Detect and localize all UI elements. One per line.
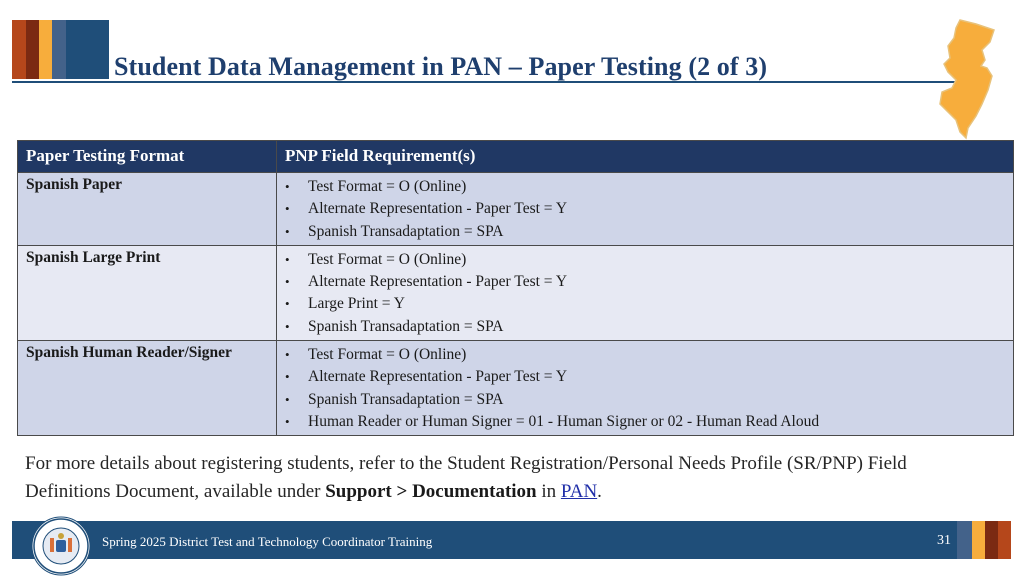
requirement-item: • Large Print = Y <box>285 293 1005 315</box>
table-row <box>18 245 1014 340</box>
requirement-item: • Alternate Representation - Paper Test = Y <box>285 271 1005 293</box>
format-cell: Spanish Large Print <box>18 245 277 340</box>
footer-color-bars <box>957 521 1011 559</box>
requirement-item: • Test Format = O (Online) <box>285 176 1005 198</box>
requirement-item: • Spanish Transadaptation = SPA <box>285 389 1005 411</box>
title-divider <box>12 81 972 83</box>
requirement-item: • Spanish Transadaptation = SPA <box>285 316 1005 338</box>
note-text: . <box>597 481 602 502</box>
requirement-item: • Test Format = O (Online) <box>285 344 1005 366</box>
brand-bar <box>66 20 109 79</box>
requirement-item: • Spanish Transadaptation = SPA <box>285 221 1005 243</box>
reference-note <box>25 450 995 506</box>
brand-bar <box>52 20 66 79</box>
table-header-row <box>18 141 1014 173</box>
footer-bar <box>985 521 998 559</box>
note-text: in <box>536 481 561 502</box>
note-text: For more details about registering students, refer to the Student Registration/Personal Needs Profile (SR/PNP) Field Definitions Document, available under <box>25 453 907 502</box>
brand-color-bars <box>12 20 109 79</box>
requirements-cell <box>277 341 1014 436</box>
nj-department-of-education-seal-icon <box>31 516 91 576</box>
brand-bar <box>39 20 52 79</box>
requirement-item: • Alternate Representation - Paper Test = Y <box>285 366 1005 388</box>
column-header-format: Paper Testing Format <box>18 141 277 173</box>
pan-link[interactable]: PAN <box>560 481 598 502</box>
requirement-item: • Human Reader or Human Signer = 01 - Human Signer or 02 - Human Read Aloud <box>285 411 1005 433</box>
requirements-list <box>285 249 1005 338</box>
table-row <box>18 341 1014 436</box>
menu-path: Support > Documentation <box>325 481 537 502</box>
requirements-list <box>285 176 1005 243</box>
requirements-list <box>285 344 1005 433</box>
footer-text: Spring 2025 District Test and Technology Coordinator Training <box>102 534 433 549</box>
footer-bar <box>972 521 985 559</box>
requirement-item: • Alternate Representation - Paper Test = Y <box>285 198 1005 220</box>
table-row <box>18 173 1014 246</box>
requirements-cell <box>277 173 1014 246</box>
format-cell: Spanish Human Reader/Signer <box>18 341 277 436</box>
pnp-requirements-table <box>17 140 1014 436</box>
page-number: 31 <box>937 533 951 548</box>
requirements-cell <box>277 245 1014 340</box>
column-header-requirements: PNP Field Requirement(s) <box>277 141 1014 173</box>
brand-bar <box>12 20 26 79</box>
footer-bar <box>998 521 1011 559</box>
format-cell: Spanish Paper <box>18 173 277 246</box>
page-title: Student Data Management in PAN – Paper Testing (2 of 3) <box>114 52 768 81</box>
brand-bar <box>26 20 39 79</box>
new-jersey-map-icon <box>930 16 1008 140</box>
footer-bar <box>957 521 972 559</box>
requirement-item: • Test Format = O (Online) <box>285 249 1005 271</box>
